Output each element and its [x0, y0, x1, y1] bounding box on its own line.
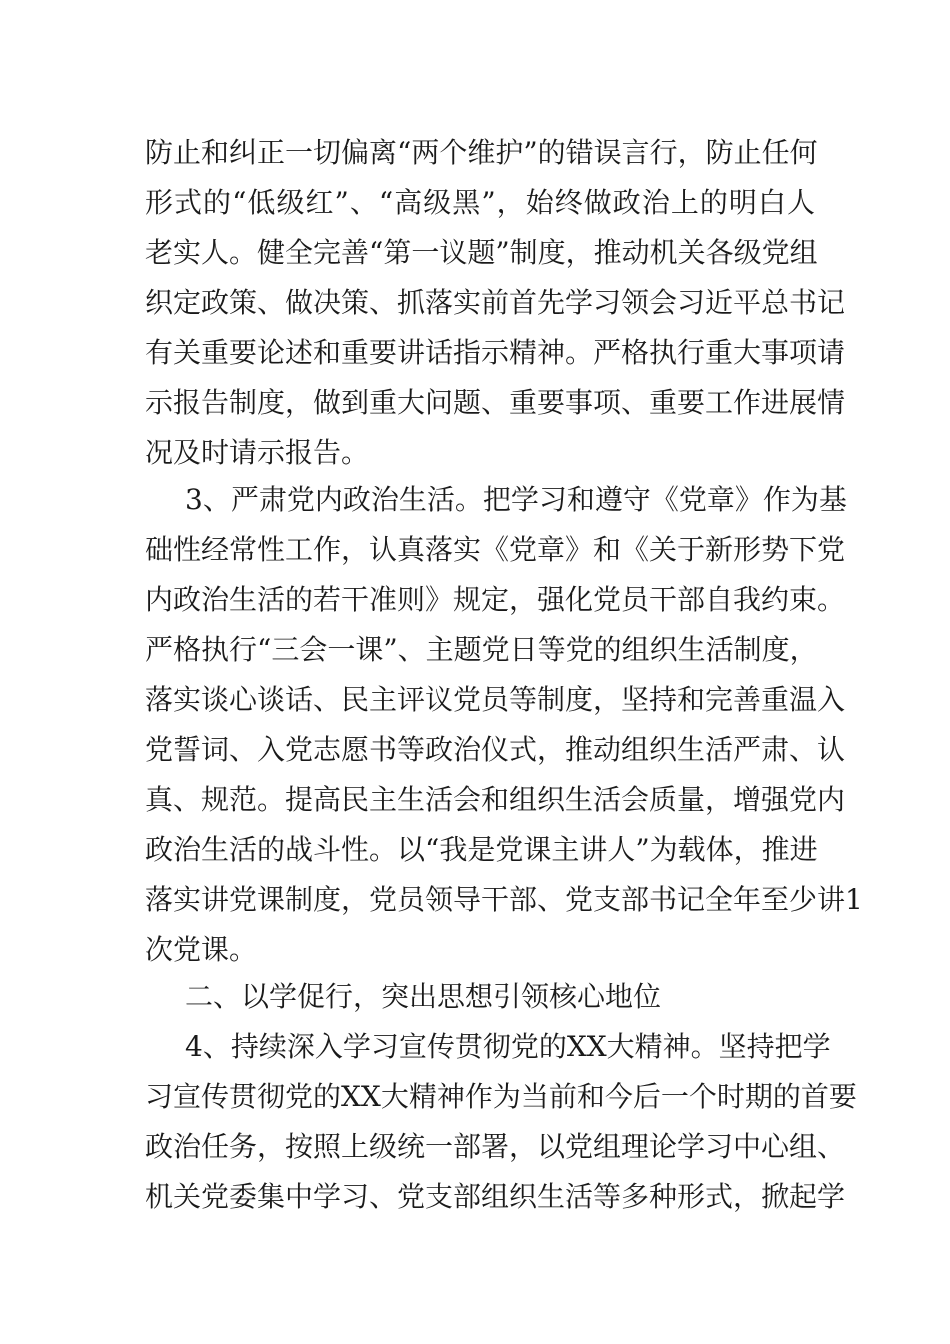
text-line: 老实人。健全完善“第一议题”制度，推动机关各级党组: [145, 236, 818, 269]
text-line: 落实讲党课制度，党员领导干部、党支部书记全年至少讲1: [145, 883, 863, 916]
text-line: 况及时请示报告。: [145, 436, 370, 469]
paragraph-start-line: 4、持续深入学习宣传贯彻党的XX大精神。坚持把学: [185, 1030, 831, 1063]
text-line: 真、规范。提高民主生活会和组织生活会质量，增强党内: [145, 783, 846, 816]
text-line: 内政治生活的若干准则》规定，强化党员干部自我约束。: [145, 583, 846, 616]
text-line: 示报告制度，做到重大问题、重要事项、重要工作进展情: [145, 386, 846, 419]
text-line: 政治生活的战斗性。以“我是党课主讲人”为载体，推进: [145, 833, 818, 866]
text-line: 有关重要论述和重要讲话指示精神。严格执行重大事项请: [145, 336, 846, 369]
text-line: 次党课。: [145, 933, 258, 966]
text-line: 党誓词、入党志愿书等政治仪式，推动组织生活严肃、认: [145, 733, 846, 766]
text-line: 落实谈心谈话、民主评议党员等制度，坚持和完善重温入: [145, 683, 846, 716]
section-heading: 二、以学促行，突出思想引领核心地位: [185, 980, 662, 1013]
text-line: 础性经常性工作，认真落实《党章》和《关于新形势下党: [145, 533, 846, 566]
text-line: 习宣传贯彻党的XX大精神作为当前和今后一个时期的首要: [145, 1080, 857, 1113]
text-line: 形式的“低级红”、“高级黑”，始终做政治上的明白人: [145, 186, 815, 219]
text-line: 政治任务，按照上级统一部署，以党组理论学习中心组、: [145, 1130, 846, 1163]
text-line: 严格执行“三会一课”、主题党日等党的组织生活制度，: [145, 633, 818, 666]
text-line: 防止和纠正一切偏离“两个维护”的错误言行，防止任何: [145, 136, 818, 169]
text-line: 机关党委集中学习、党支部组织生活等多种形式，掀起学: [145, 1180, 846, 1213]
text-line: 织定政策、做决策、抓落实前首先学习领会习近平总书记: [145, 286, 846, 319]
paragraph-start-line: 3、严肃党内政治生活。把学习和遵守《党章》作为基: [185, 483, 847, 516]
